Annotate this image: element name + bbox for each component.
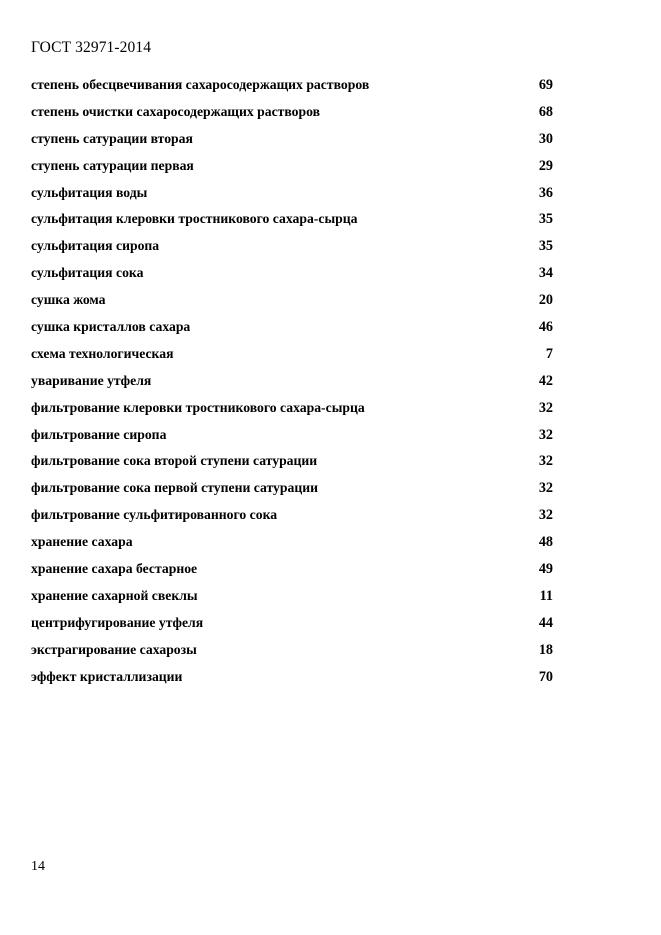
index-entry xyxy=(31,372,553,399)
index-page-ref: 35 xyxy=(538,211,553,228)
index-term: фильтрование сока первой ступени сатурации xyxy=(31,480,319,496)
index-term: сульфитация сока xyxy=(31,265,144,281)
subject-index-list xyxy=(31,76,553,694)
index-page-ref: 29 xyxy=(538,157,553,174)
index-term: схема технологическая xyxy=(31,345,174,361)
index-term: фильтрование сульфитированного сока xyxy=(31,507,278,523)
index-entry xyxy=(31,587,553,614)
index-term: ступень сатурации вторая xyxy=(31,130,193,146)
index-entry xyxy=(31,237,553,264)
index-page-ref: 48 xyxy=(538,534,553,551)
index-entry xyxy=(31,506,553,533)
index-page-ref: 32 xyxy=(538,426,553,443)
index-term: центрифугирование утфеля xyxy=(31,614,204,630)
index-entry xyxy=(31,399,553,426)
index-term: экстрагирование сахарозы xyxy=(31,641,197,657)
index-entry xyxy=(31,614,553,641)
index-term: эффект кристаллизации xyxy=(31,668,183,684)
index-page-ref: 44 xyxy=(538,614,553,631)
index-page-ref: 34 xyxy=(538,265,553,282)
index-page-ref: 32 xyxy=(538,399,553,416)
index-page-ref: 30 xyxy=(538,130,553,147)
index-page-ref: 11 xyxy=(539,587,553,604)
index-entry xyxy=(31,560,553,587)
index-term: сульфитация воды xyxy=(31,184,148,200)
index-page-ref: 70 xyxy=(538,668,553,685)
index-entry xyxy=(31,76,553,103)
index-entry xyxy=(31,426,553,453)
index-term: фильтрование сиропа xyxy=(31,426,167,442)
index-entry xyxy=(31,318,553,345)
index-page-ref: 32 xyxy=(538,480,553,497)
index-page-ref: 42 xyxy=(538,372,553,389)
index-entry xyxy=(31,668,553,695)
index-term: ступень сатурации первая xyxy=(31,157,194,173)
index-entry xyxy=(31,533,553,560)
index-entry xyxy=(31,103,553,130)
index-page-ref: 20 xyxy=(538,292,553,309)
index-term: хранение сахара xyxy=(31,534,133,550)
index-term: степень очистки сахаросодержащих растворов xyxy=(31,103,321,119)
index-entry xyxy=(31,641,553,668)
index-page-ref: 46 xyxy=(538,319,553,336)
index-term: уваривание утфеля xyxy=(31,372,152,388)
index-page-ref: 35 xyxy=(538,238,553,255)
index-page-ref: 49 xyxy=(538,561,553,578)
index-entry xyxy=(31,130,553,157)
index-term: сушка кристаллов сахара xyxy=(31,319,191,335)
index-page-ref: 7 xyxy=(545,345,553,362)
index-term: степень обесцвечивания сахаросодержащих растворов xyxy=(31,77,370,92)
index-term: сульфитация сиропа xyxy=(31,238,160,254)
index-term: сушка жома xyxy=(31,292,106,308)
index-term: фильтрование клеровки тростникового сахара-сырца xyxy=(31,399,365,415)
index-page-ref: 68 xyxy=(538,103,553,120)
index-page-ref: 69 xyxy=(538,77,553,93)
index-page-ref: 32 xyxy=(538,507,553,524)
index-term: сульфитация клеровки тростникового сахара-сырца xyxy=(31,211,358,227)
document-header: ГОСТ 32971-2014 xyxy=(31,39,152,56)
index-entry xyxy=(31,479,553,506)
index-term: фильтрование сока второй ступени сатурации xyxy=(31,453,318,469)
index-page-ref: 32 xyxy=(538,453,553,470)
index-entry xyxy=(31,345,553,372)
index-entry xyxy=(31,157,553,184)
index-page-ref: 18 xyxy=(538,641,553,658)
index-entry xyxy=(31,210,553,237)
index-entry xyxy=(31,184,553,211)
index-entry xyxy=(31,452,553,479)
index-term: хранение сахара бестарное xyxy=(31,561,198,577)
page-number: 14 xyxy=(31,859,45,874)
index-entry xyxy=(31,264,553,291)
index-page-ref: 36 xyxy=(538,184,553,201)
index-term: хранение сахарной свеклы xyxy=(31,587,198,603)
index-entry xyxy=(31,291,553,318)
